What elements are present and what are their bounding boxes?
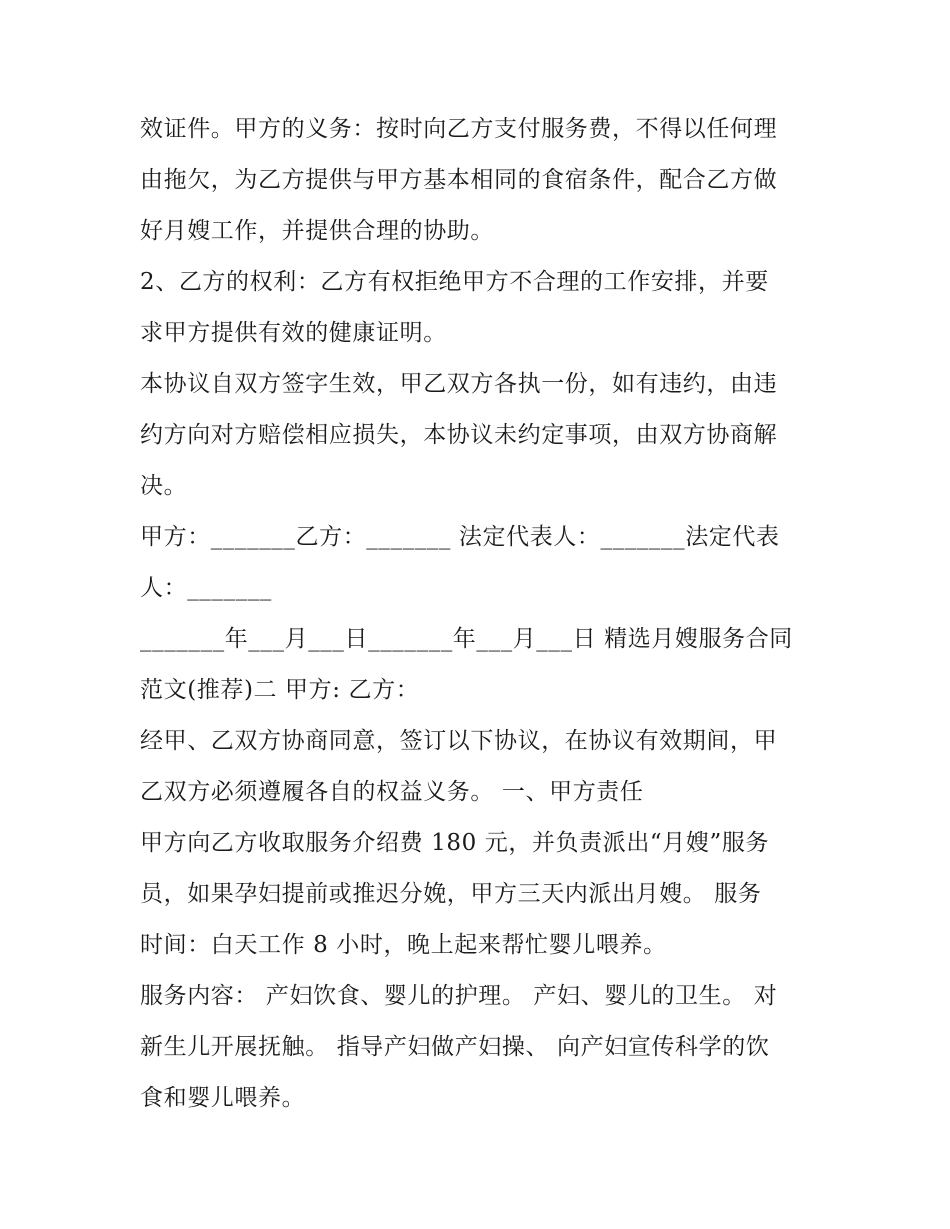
- text-line: 甲方向乙方收取服务介绍费 180 元，并负责派出“月嫂”服务: [140, 830, 770, 856]
- text-line: 经甲、乙双方协商同意，签订以下协议，在协议有效期间，甲: [140, 728, 778, 754]
- signature-line: 人：_______: [140, 575, 272, 601]
- text-line: 求甲方提供有效的健康证明。: [140, 320, 447, 346]
- text-line: 效证件。甲方的义务：按时向乙方支付服务费，不得以任何理: [140, 116, 778, 142]
- text-line: 食和婴儿喂养。: [140, 1085, 306, 1111]
- signature-line: 甲方：_______乙方：_______ 法定代表人：_______法定代表: [140, 524, 780, 550]
- text-line: 新生儿开展抚触。 指导产妇做产妇操、 向产妇宣传科学的饮: [140, 1034, 770, 1060]
- section-title: 范文(推荐)二 甲方: 乙方：: [140, 677, 420, 703]
- date-line: _______年___月___日_______年___月___日 精选月嫂服务合同: [140, 626, 793, 652]
- text-line: 员，如果孕妇提前或推迟分娩，甲方三天内派出月嫂。 服务: [140, 881, 762, 907]
- text-line: 好月嫂工作，并提供合理的协助。: [140, 218, 494, 244]
- text-line: 2、乙方的权利：乙方有权拒绝甲方不合理的工作安排，并要: [140, 269, 769, 295]
- document-body: [140, 104, 820, 1124]
- text-line: 时间：白天工作 8 小时，晚上起来帮忙婴儿喂养。: [140, 932, 667, 958]
- text-line: 决。: [140, 473, 188, 499]
- text-line: 服务内容： 产妇饮食、婴儿的护理。 产妇、婴儿的卫生。 对: [140, 983, 778, 1009]
- text-line: 乙双方必须遵履各自的权益义务。 一、甲方责任: [140, 779, 644, 805]
- text-line: 由拖欠，为乙方提供与甲方基本相同的食宿条件，配合乙方做: [140, 167, 778, 193]
- text-line: 约方向对方赔偿相应损失，本协议未约定事项，由双方协商解: [140, 422, 778, 448]
- text-line: 本协议自双方签字生效，甲乙双方各执一份，如有违约，由违: [140, 371, 778, 397]
